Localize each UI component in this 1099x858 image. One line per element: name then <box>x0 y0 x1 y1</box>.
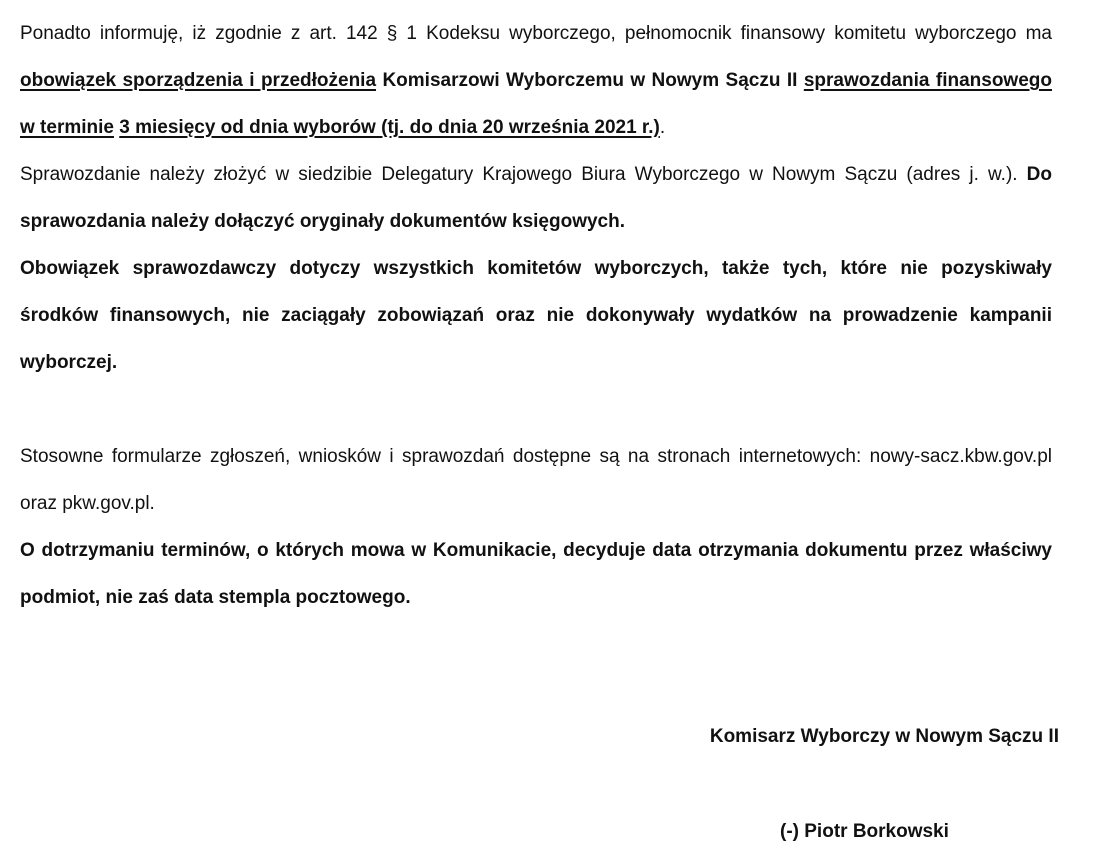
para1-text-2: . <box>659 117 666 138</box>
para5-bold-text: O dotrzymaniu terminów, o których mowa w Komunikacie, decyduje data otrzymania dokumentu przez właściwy podmiot, nie zaś data stempla pocztowego. <box>20 540 1052 608</box>
para4-text: Stosowne formularze zgłoszeń, wniosków i sprawozdań dostępne są na stronach internetowych: nowy-sacz.kbw.gov.pl oraz pkw.gov.pl. <box>20 446 1052 514</box>
para1-commissioner: Komisarzowi Wyborczemu w Nowym Sączu II <box>376 70 804 91</box>
document-body <box>20 10 1052 621</box>
paragraph-financial-report-obligation <box>20 10 1052 151</box>
para1-underlined-deadline: w terminie <box>20 117 114 138</box>
para1-underlined-date: 3 miesięcy od dnia wyborów (tj. do dnia 20 września 2021 r.) <box>119 117 660 138</box>
signature-role: Komisarz Wyborczy w Nowym Sączu II <box>709 726 1059 747</box>
paragraph-obligation-scope <box>20 245 1052 386</box>
para3-bold-text: Obowiązek sprawozdawczy dotyczy wszystkich komitetów wyborczych, także tych, które nie pozyskiwały środków finansowych, nie zaciągały zobowiązań oraz nie dokonywały wydatków na prowadzenie kampanii wyborczej. <box>20 258 1052 373</box>
para1-text-1: Ponadto informuję, iż zgodnie z art. 142 § 1 Kodeksu wyborczego, pełnomocnik finansowy komitetu wyborczego ma <box>20 23 1052 44</box>
paragraph-forms-websites <box>20 433 1052 527</box>
para1-underlined-obligation: obowiązek sporządzenia i przedłożenia <box>20 70 377 91</box>
spacer <box>20 386 1052 433</box>
paragraph-deadline-rule <box>20 527 1052 621</box>
para2-bold-attachments: Do sprawozdania należy dołączyć oryginały dokumentów księgowych. <box>20 164 1052 232</box>
signature-name: (-) Piotr Borkowski <box>780 821 949 842</box>
para1-underlined-report: sprawozdania finansowego <box>803 70 1052 91</box>
para2-text: Sprawozdanie należy złożyć w siedzibie Delegatury Krajowego Biura Wyborczego w Nowym Sączu (adres j. w.). <box>20 164 1027 185</box>
paragraph-submission-place <box>20 151 1052 245</box>
